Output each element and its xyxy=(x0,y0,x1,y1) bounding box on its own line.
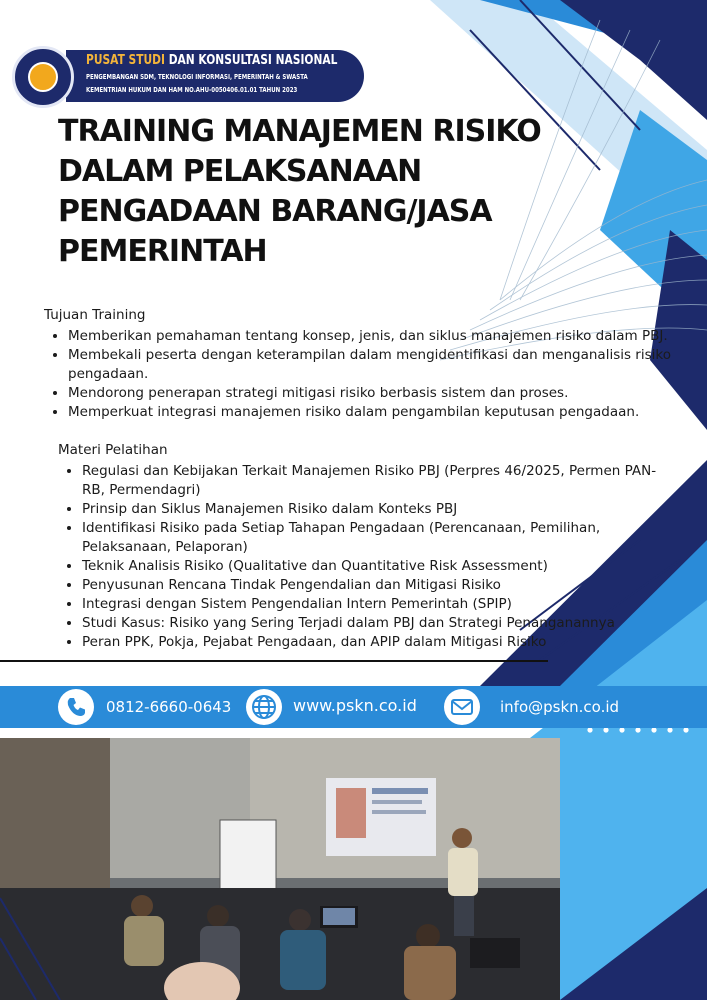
title-line: PEMERINTAH xyxy=(58,234,267,269)
envelope-icon xyxy=(444,689,480,725)
title-line: TRAINING MANAJEMEN RISIKO xyxy=(58,114,541,149)
title-line: DALAM PELAKSANAAN xyxy=(58,154,422,189)
logo-name-part2: DAN KONSULTASI NASIONAL xyxy=(168,53,338,68)
logo-legal: KEMENTRIAN HUKUM DAN HAM NO.AHU-0050406.01.01 TAHUN 2023 xyxy=(86,86,298,94)
list-item: • Memberikan pemahaman tentang konsep, jenis, dan siklus manajemen risiko dalam PBJ. xyxy=(68,327,684,346)
list-item: • Prinsip dan Siklus Manajemen Risiko dalam Konteks PBJ xyxy=(82,500,658,519)
logo-name xyxy=(86,53,337,68)
materials-heading: Materi Pelatihan xyxy=(58,442,168,458)
website-link[interactable]: www.pskn.co.id xyxy=(293,696,417,715)
phone-number[interactable]: 0812-6660-0643 xyxy=(106,698,232,716)
section-divider xyxy=(0,660,548,662)
list-item: • Regulasi dan Kebijakan Terkait Manajemen Risiko PBJ (Perpres 46/2025, Permen PAN-RB, Permendagri) xyxy=(82,462,658,500)
logo-name-part1: PUSAT STUDI xyxy=(86,53,165,68)
logo-seal-icon xyxy=(12,46,74,108)
logo-banner xyxy=(66,50,364,102)
list-item: • Integrasi dengan Sistem Pengendalian Intern Pemerintah (SPIP) xyxy=(82,595,658,614)
objectives-list xyxy=(44,327,684,422)
list-item: • Mendorong penerapan strategi mitigasi risiko berbasis sistem dan proses. xyxy=(68,384,684,403)
list-item: • Teknik Analisis Risiko (Qualitative dan Quantitative Risk Assessment) xyxy=(82,557,658,576)
list-item: • Penyusunan Rencana Tindak Pengendalian dan Mitigasi Risiko xyxy=(82,576,658,595)
organization-logo xyxy=(12,46,364,108)
objectives-heading: Tujuan Training xyxy=(44,307,146,323)
list-item: • Membekali peserta dengan keterampilan dalam mengidentifikasi dan menganalisis risiko pengadaan. xyxy=(68,346,684,384)
page-title xyxy=(58,112,618,272)
list-item: • Identifikasi Risiko pada Setiap Tahapan Pengadaan (Perencanaan, Pemilihan, Pelaksanaan, Pelaporan) xyxy=(82,519,658,557)
list-item: • Memperkuat integrasi manajemen risiko dalam pengambilan keputusan pengadaan. xyxy=(68,403,684,422)
list-item: • Peran PPK, Pokja, Pejabat Pengadaan, dan APIP dalam Mitigasi Risiko xyxy=(82,633,658,652)
logo-tagline: PENGEMBANGAN SDM, TEKNOLOGI INFORMASI, PEMERINTAH & SWASTA xyxy=(86,73,308,81)
training-photo xyxy=(0,738,707,1000)
email-link[interactable]: info@pskn.co.id xyxy=(500,698,620,716)
globe-icon xyxy=(246,689,282,725)
materials-section xyxy=(58,441,658,652)
list-item: • Studi Kasus: Risiko yang Sering Terjadi dalam PBJ dan Strategi Penanganannya xyxy=(82,614,658,633)
materials-list xyxy=(58,462,658,652)
objectives-section xyxy=(44,306,684,422)
phone-icon xyxy=(58,689,94,725)
title-line: PENGADAAN BARANG/JASA xyxy=(58,194,492,229)
